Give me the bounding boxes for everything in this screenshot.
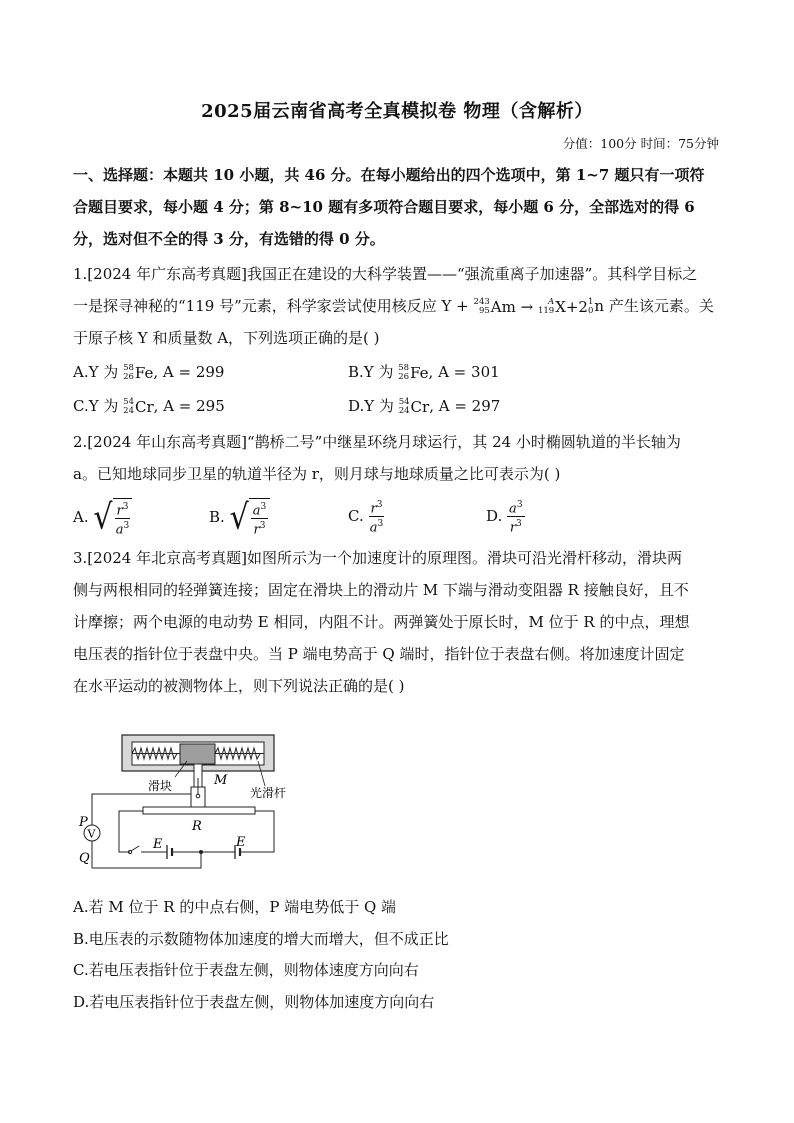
- num-exp: 3: [376, 500, 383, 510]
- opt-nuclide: [399, 397, 429, 417]
- opt-label: C.: [348, 506, 364, 525]
- label-p: P: [79, 815, 88, 830]
- q2-line1: 2.[2024 年山东高考真题]“鹊桥二号”中继星环绕月球运行，其 24 小时椭圆轨道的半长轴为: [73, 433, 681, 451]
- num-exp: 3: [260, 502, 267, 512]
- q3-line4: 电压表的指针位于表盘中央。当 P 端电势高于 Q 端时，指针位于表盘右侧。将加速度计固定: [73, 645, 685, 663]
- opt-mass: 58: [123, 363, 134, 373]
- am-sym: Am →: [490, 298, 534, 316]
- radical-sign: √: [93, 497, 113, 538]
- opt-tail: , A = 299: [153, 363, 225, 381]
- numerator: a: [509, 501, 517, 517]
- opt-sym: Cr: [135, 398, 154, 416]
- q3-line5: 在水平运动的被测物体上，则下列说法正确的是( ): [73, 677, 405, 695]
- q3-option-a[interactable]: A.若 M 位于 R 的中点右侧，P 端电势低于 Q 端: [73, 898, 397, 916]
- q1-line2-post: n 产生该元素。关: [594, 297, 714, 315]
- x-sym: X+2: [555, 298, 588, 316]
- q1-option-a[interactable]: [73, 362, 224, 383]
- q2-line2: a。已知地球同步卫星的轨道半径为 r，则月球与地球质量之比可表示为( ): [73, 465, 561, 483]
- opt-label: D.: [486, 506, 503, 525]
- denominator: r: [253, 522, 260, 538]
- exam-meta: 分值：100分 时间：75分钟: [562, 136, 719, 151]
- fraction: [507, 498, 525, 536]
- wire-inner-left: [119, 811, 143, 852]
- sqrt-expr: [230, 498, 271, 538]
- am-z: 95: [478, 306, 490, 316]
- label-q: Q: [79, 851, 90, 866]
- n-mass: 1: [587, 297, 594, 307]
- section-instructions-line2: 合题目要求，每小题 4 分；第 8~10 题有多项符合题目要求，每小题 6 分，全部选对的得 6: [73, 198, 695, 216]
- opt-nuclide: [398, 363, 428, 383]
- wire-inner-right: [245, 811, 274, 852]
- den-exp: 3: [259, 521, 266, 532]
- opt-mass: 58: [398, 363, 410, 373]
- opt-sym: Fe: [134, 364, 154, 382]
- x-z: 119: [537, 306, 555, 316]
- q2-option-a[interactable]: [73, 498, 132, 538]
- q1-line2: [73, 296, 723, 317]
- q3-line2: 侧与两根相同的轻弹簧连接；固定在滑块上的滑动片 M 下端与滑动变阻器 R 接触良好，且不: [73, 581, 689, 599]
- opt-z: 24: [123, 406, 134, 416]
- opt-tail: , A = 301: [428, 363, 500, 381]
- q1-line3: 于原子核 Y 和质量数 A，下列选项正确的是( ): [73, 329, 380, 347]
- q1-line1: 1.[2024 年广东高考真题]我国正在建设的大科学装置——“强流重离子加速器”。其科学目标之: [73, 265, 698, 283]
- opt-label: B.: [209, 507, 225, 526]
- opt-label: B.Y 为: [348, 363, 394, 381]
- opt-label: A.: [73, 507, 89, 526]
- slider-block: [180, 744, 215, 764]
- den-exp: 3: [516, 519, 522, 530]
- opt-z: 26: [398, 372, 410, 382]
- label-m: M: [214, 773, 228, 788]
- q2-option-c[interactable]: [348, 498, 384, 536]
- q1-option-d[interactable]: [348, 396, 500, 417]
- q3-option-d[interactable]: D.若电压表指针位于表盘左侧，则物体加速度方向向右: [73, 993, 435, 1011]
- fraction: [369, 498, 385, 536]
- opt-label: D.Y 为: [348, 397, 394, 415]
- opt-mass: 54: [398, 397, 410, 407]
- label-rod: 光滑杆: [250, 786, 287, 800]
- sqrt-expr: [93, 498, 132, 538]
- num-exp: 3: [122, 502, 129, 512]
- q3-option-c[interactable]: C.若电压表指针位于表盘左侧，则物体速度方向向右: [73, 961, 419, 979]
- accelerometer-diagram: [75, 728, 295, 880]
- q1-am-nuclide: [474, 297, 534, 317]
- q1-x-nuclide: [538, 297, 588, 317]
- n-z: 0: [587, 306, 594, 316]
- junction-node: [199, 850, 203, 854]
- label-e1: E: [153, 837, 163, 852]
- opt-sym: Fe: [410, 364, 429, 382]
- q2-option-d[interactable]: [486, 498, 525, 536]
- radical-sign: √: [229, 497, 249, 538]
- page-title: 2025届云南省高考全真模拟卷 物理（含解析）: [201, 101, 593, 122]
- numerator: r: [370, 501, 377, 517]
- label-slider: 滑块: [148, 779, 173, 793]
- label-v: V: [87, 827, 96, 841]
- label-e2: E: [236, 835, 246, 850]
- q3-line1: 3.[2024 年北京高考真题]如图所示为一个加速度计的原理图。滑块可沿光滑杆移动，滑块两: [73, 549, 682, 567]
- numerator: a: [252, 503, 261, 519]
- q3-option-b[interactable]: B.电压表的示数随物体加速度的增大而增大，但不成正比: [73, 930, 449, 948]
- opt-z: 26: [123, 372, 134, 382]
- section-instructions-line3: 分，选对但不全的得 3 分，有选错的得 0 分。: [73, 230, 385, 248]
- den-exp: 3: [377, 519, 384, 530]
- opt-nuclide: [123, 363, 153, 383]
- q1-option-b[interactable]: [348, 362, 500, 383]
- am-mass: 243: [473, 297, 490, 307]
- den-exp: 3: [123, 521, 130, 532]
- opt-nuclide: [123, 397, 153, 417]
- num-exp: 3: [516, 500, 523, 510]
- denominator: r: [509, 520, 517, 536]
- section-instructions-line1: 一、选择题：本题共 10 小题，共 46 分。在每小题给出的四个选项中，第 1~7 题只有一项符: [73, 166, 705, 184]
- q1-line2-pre: 一是探寻神秘的“119 号”元素，科学家尝试使用核反应 Y +: [73, 297, 469, 315]
- q2-option-b[interactable]: [209, 498, 270, 538]
- opt-label: C.Y 为: [73, 397, 119, 415]
- q3-line3: 计摩擦；两个电源的电动势 E 相同，内阻不计。两弹簧处于原长时，M 位于 R 的中点，理想: [73, 613, 690, 631]
- switch-lever: [131, 846, 139, 851]
- label-r: R: [192, 819, 202, 834]
- numerator: r: [116, 503, 123, 519]
- resistor-r: [143, 807, 255, 814]
- denominator: a: [115, 522, 124, 538]
- opt-tail: , A = 295: [153, 397, 225, 415]
- denominator: a: [369, 520, 378, 536]
- opt-mass: 54: [123, 397, 134, 407]
- q1-option-c[interactable]: [73, 396, 225, 417]
- opt-z: 24: [398, 406, 410, 416]
- opt-label: A.Y 为: [73, 363, 119, 381]
- wire-bottom: [92, 852, 201, 868]
- opt-tail: , A = 297: [429, 397, 501, 415]
- x-mass: A: [548, 297, 555, 307]
- opt-sym: Cr: [410, 398, 430, 416]
